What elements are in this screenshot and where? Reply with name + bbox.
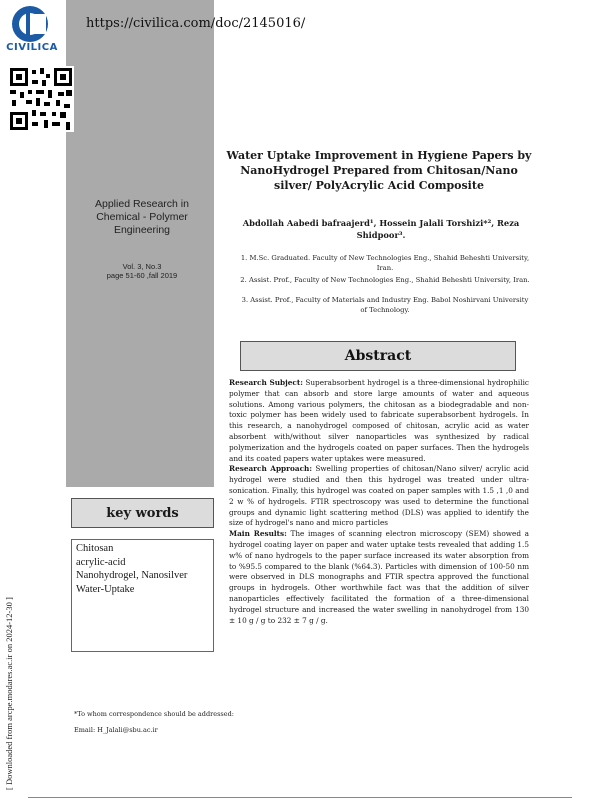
abstract-section-label: Main Results:: [229, 529, 287, 539]
journal-pages: page 51-60 ,fall 2019: [106, 271, 178, 280]
footnote: [74, 706, 374, 738]
abstract-section: [229, 378, 529, 464]
correspondence-email: Email: H_Jalali@sbu.ac.ir: [74, 726, 158, 734]
document-url[interactable]: https://civilica.com/doc/2145016/: [86, 16, 306, 31]
abstract-section-label: Research Subject:: [229, 378, 303, 387]
paper-title: Water Uptake Improvement in Hygiene Papers by NanoHydrogel Prepared from Chitosan/Nano silver/ PolyAcrylic Acid Composite: [226, 149, 532, 192]
footer-divider: [28, 797, 572, 798]
abstract-section-text: Swelling properties of chitosan/Nano silver/ acrylic acid hydrogel were studied and then this hydrogel was treated under ultra-sonication. Finally, this hydrogel was coated on paper samples with 1.5 ,1 ,0 and 2 w % of hydrogels. FTIR spectroscopy was used to determine the functional groups and dynamic light scattering method (DLS) was applied to identify the size of hydrogel's nano and micro particles: [229, 464, 529, 528]
abstract-section-label: Research Approach:: [229, 464, 313, 474]
logo-text: CIVILICA: [6, 42, 58, 53]
affiliation-2: 2. Assist. Prof., Faculty of New Technologies Eng., Shahid Beheshti University, Iran.: [240, 276, 530, 284]
keyword-item: Water-Uptake: [76, 583, 135, 595]
journal-name: Applied Research in Chemical - Polymer Engineering: [95, 198, 189, 236]
download-watermark: [ Downloaded from arcpe.modares.ac.ir on 2024-12-30 ]: [4, 597, 14, 790]
journal-issue: [76, 262, 208, 280]
abstract-body: [229, 378, 529, 626]
journal-volume: Vol. 3, No.3: [122, 262, 162, 271]
journal-sidebar: [66, 0, 214, 487]
keyword-item: Chitosan: [76, 543, 114, 554]
qr-code: [8, 66, 74, 132]
abstract-heading: Abstract: [240, 341, 516, 371]
affiliation-1: 1. M.Sc. Graduated. Faculty of New Technologies Eng., Shahid Beheshti University, Iran.: [240, 254, 530, 272]
keyword-item: acrylic-acid: [76, 556, 126, 568]
keyword-item: Nanohydrogel, Nanosilver: [76, 570, 188, 581]
paper-authors: Abdollah Aabedi bafraajerd¹, Hossein Jalali Torshizi*², Reza Shidpoor³.: [242, 218, 520, 240]
abstract-section-text: The images of scanning electron microscopy (SEM) showed a hydrogel coating layer on paper and water uptake tests revealed that adding 1.5 w% of nano hydrogels to the paper surface increased its water absorption from to %95.5 compared to the blank (%64.3). Particles with dimension of 100-50 nm were observed in DLS monographs and FTIR spectra approved the functional groups in hydrogels. Other worthwhile fact was that the addition of silver nanoparticles effectively facilitated the formation of a three-dimensional hydrogel structure and increased the water swelling in nanohydrogel from 130 ± 10 g / g to 232 ± 7 g / g.: [229, 529, 529, 625]
abstract-section: [229, 464, 529, 529]
correspondence-note: *To whom correspondence should be addressed:: [74, 710, 234, 718]
keywords-heading: key words: [71, 498, 214, 528]
keywords-list: [71, 539, 214, 652]
abstract-section: [229, 529, 529, 626]
affiliation-3: 3. Assist. Prof., Faculty of Materials and Industry Eng. Babol Noshirvani University of Technology.: [241, 296, 529, 314]
abstract-section-text: Superabsorbent hydrogel is a three-dimensional hydrophilic polymer that can absorb and store large amounts of water and aqueous solutions. Among various polymers, the chitosan as a biodegradable and non-toxic polymer has been widely used to fabricate superabsorbent hydrogels. In this research, a nanohydrogel composed of chitosan, acrylic acid as water absorbent with/without silver nanoparticles was synthesized by radical polymerization and the hydrogels coated on paper surfaces. Then the hydrogels and its coated papers water uptakes were measured.: [229, 378, 529, 463]
